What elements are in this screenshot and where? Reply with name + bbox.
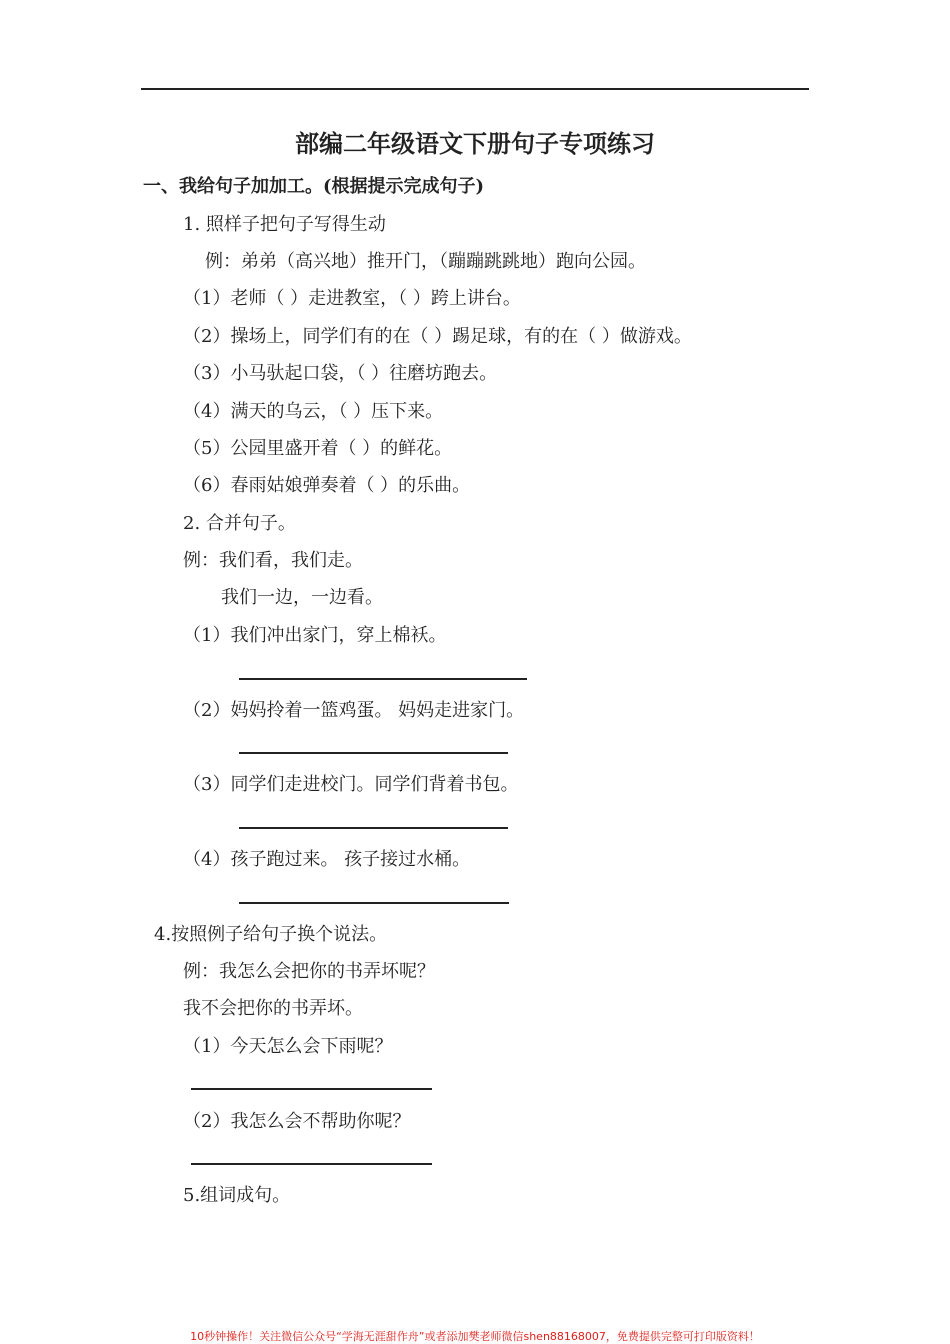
q1-item: （5）公园里盛开着（ ）的鲜花。 [183, 438, 453, 459]
answer-line[interactable] [239, 827, 508, 829]
page-title: 部编二年级语文下册句子专项练习 [295, 129, 655, 158]
answer-line[interactable] [239, 752, 508, 754]
q2-item: （4）孩子跑过来。 孩子接过水桶。 [183, 849, 471, 870]
q1-example: 例：弟弟（高兴地）推开门，（蹦蹦跳跳地）跑向公园。 [205, 251, 646, 272]
q1-item: （6）春雨姑娘弹奏着（ ）的乐曲。 [183, 475, 471, 496]
q5-heading: 5.组词成句。 [183, 1185, 291, 1206]
q2-heading: 2. 合并句子。 [183, 513, 296, 534]
q1-heading: 1. 照样子把句子写得生动 [183, 214, 386, 235]
answer-line[interactable] [239, 678, 527, 680]
q2-item: （2）妈妈拎着一篮鸡蛋。 妈妈走进家门。 [183, 700, 525, 721]
q1-item: （1）老师（ ）走进教室，（ ）跨上讲台。 [183, 288, 521, 309]
top-rule [141, 88, 809, 90]
q2-item: （1）我们冲出家门，穿上棉袄。 [183, 625, 447, 646]
section-heading: 一、我给句子加加工。(根据提示完成句子) [143, 176, 485, 197]
q4-example-2: 我不会把你的书弄坏。 [183, 998, 363, 1019]
answer-line[interactable] [191, 1088, 432, 1090]
q4-heading: 4.按照例子给句子换个说法。 [154, 924, 388, 945]
answer-line[interactable] [239, 902, 509, 904]
q1-item: （2）操场上，同学们有的在（ ）踢足球，有的在（ ）做游戏。 [183, 326, 692, 347]
q1-item: （3）小马驮起口袋，（ ）往磨坊跑去。 [183, 363, 498, 384]
q4-item: （2）我怎么会不帮助你呢？ [183, 1111, 411, 1132]
q4-example: 例：我怎么会把你的书弄坏呢？ [183, 961, 435, 982]
q2-item: （3）同学们走进校门。同学们背着书包。 [183, 774, 519, 795]
q4-item: （1）今天怎么会下雨呢？ [183, 1036, 393, 1057]
answer-line[interactable] [191, 1163, 432, 1165]
footer-notice: 10秒钟操作！关注微信公众号“学海无涯甜作舟”或者添加樊老师微信shen88168007，免费提供完整可打印版资料！ [190, 1330, 760, 1343]
q2-example: 例：我们看，我们走。 [183, 550, 363, 571]
q2-example-2: 我们一边，一边看。 [221, 587, 383, 608]
q1-item: （4）满天的乌云，（ ）压下来。 [183, 401, 444, 422]
